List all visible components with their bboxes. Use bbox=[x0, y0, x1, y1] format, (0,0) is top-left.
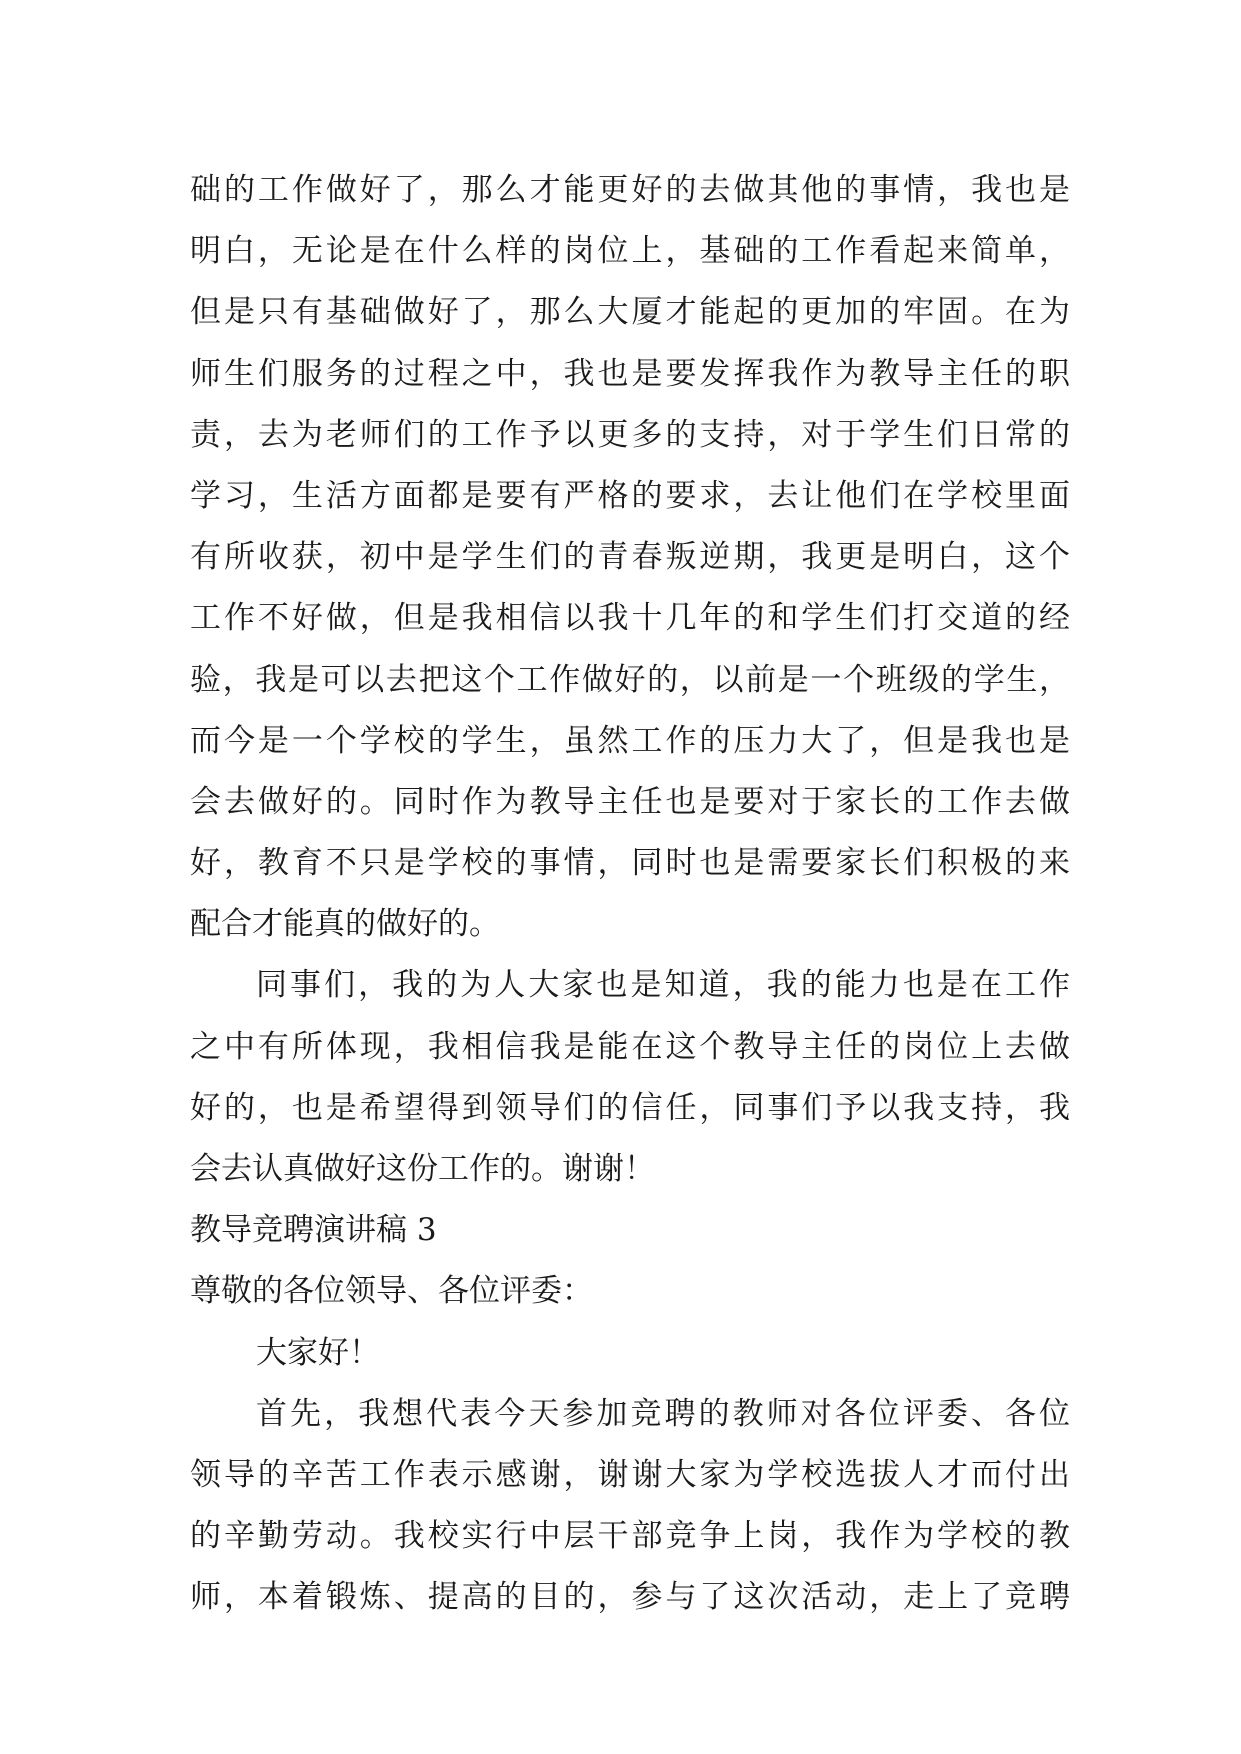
text-line: 有所收获，初中是学生们的青春叛逆期，我更是明白，这个 bbox=[190, 539, 1070, 576]
text-line: 会去认真做好这份工作的。谢谢！ bbox=[190, 1151, 655, 1187]
text-line: 好，教育不只是学校的事情，同时也是需要家长们积极的来 bbox=[190, 845, 1070, 882]
text-line: 之中有所体现，我相信我是能在这个教导主任的岗位上去做 bbox=[190, 1028, 1070, 1065]
text-line: 明白，无论是在什么样的岗位上，基础的工作看起来简单， bbox=[190, 233, 1070, 270]
text-line: 责，去为老师们的工作予以更多的支持，对于学生们日常的 bbox=[190, 416, 1070, 453]
text-line: 工作不好做，但是我相信以我十几年的和学生们打交道的经 bbox=[190, 600, 1070, 637]
text-line: 而今是一个学校的学生，虽然工作的压力大了，但是我也是 bbox=[190, 722, 1070, 759]
document-body bbox=[190, 160, 1070, 1629]
text-line: 好的，也是希望得到领导们的信任，同事们予以我支持，我 bbox=[190, 1089, 1070, 1126]
text-line: 的辛勤劳动。我校实行中层干部竞争上岗，我作为学校的教 bbox=[190, 1518, 1070, 1555]
text-line: 领导的辛苦工作表示感谢，谢谢大家为学校选拔人才而付出 bbox=[190, 1456, 1070, 1493]
section-heading: 教导竞聘演讲稿 3 bbox=[190, 1212, 437, 1249]
paragraph-first-line: 首先，我想代表今天参加竞聘的教师对各位评委、各位 bbox=[256, 1395, 1070, 1432]
text-line: 础的工作做好了，那么才能更好的去做其他的事情，我也是 bbox=[190, 172, 1070, 208]
text-line: 验，我是可以去把这个工作做好的，以前是一个班级的学生， bbox=[190, 661, 1070, 698]
text-line: 师生们服务的过程之中，我也是要发挥我作为教导主任的职 bbox=[190, 355, 1070, 392]
text-line: 学习，生活方面都是要有严格的要求，去让他们在学校里面 bbox=[190, 477, 1070, 514]
text-line: 师，本着锻炼、提高的目的，参与了这次活动，走上了竞聘 bbox=[190, 1579, 1070, 1616]
text-line: 但是只有基础做好了，那么大厦才能起的更加的牢固。在为 bbox=[190, 294, 1070, 331]
salutation: 尊敬的各位领导、各位评委： bbox=[190, 1273, 593, 1310]
text-line: 会去做好的。同时作为教导主任也是要对于家长的工作去做 bbox=[190, 783, 1070, 820]
paragraph-first-line: 同事们，我的为人大家也是知道，我的能力也是在工作 bbox=[256, 967, 1070, 1004]
greeting: 大家好！ bbox=[256, 1334, 380, 1371]
text-line: 配合才能真的做好的。 bbox=[190, 906, 500, 943]
